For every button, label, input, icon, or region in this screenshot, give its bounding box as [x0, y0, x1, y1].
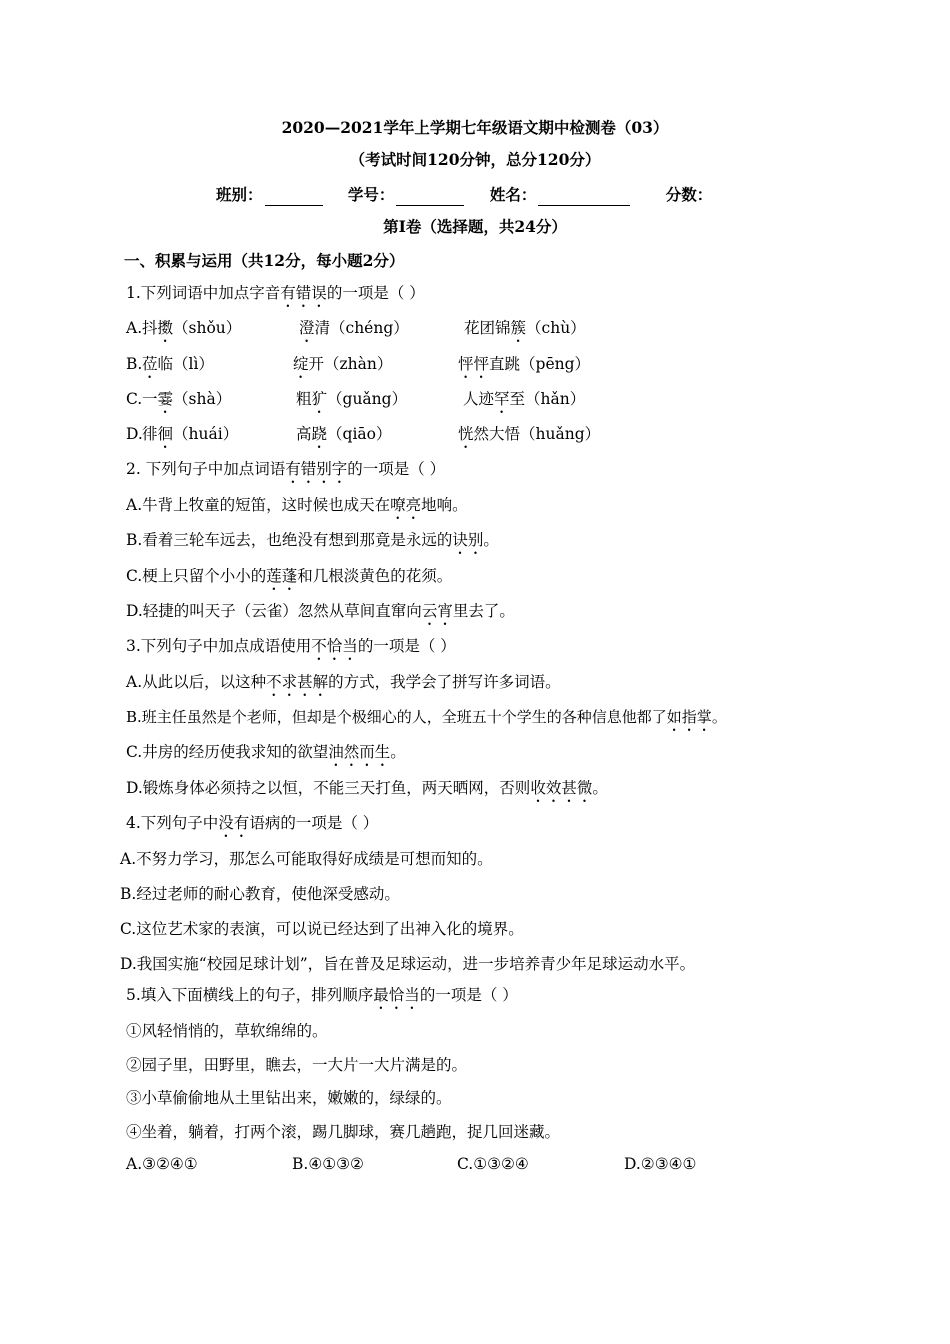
q5-sentence-3: ③小草偷偷地从土里钻出来，嫩嫩的，绿绿的。	[126, 1089, 452, 1107]
class-blank[interactable]	[265, 189, 323, 206]
q1-d-item-1: 徘徊（huái）	[142, 425, 239, 443]
q3-stem: 3.下列句子中加点成语使用不恰当的一项是（ ）	[126, 637, 456, 655]
q1-a-item-1: 抖擞（shǒu）	[142, 319, 242, 337]
q1-d-item-2: 高跷（qiāo）	[296, 425, 392, 443]
q1-stem-pre: 1.下列词语中加点字音	[126, 284, 281, 302]
q5-option-a[interactable]: A.③②④①	[126, 1155, 198, 1173]
q4-stem: 4.下列句子中没有语病的一项是（ ）	[126, 814, 379, 832]
q2-option-c[interactable]: C.梗上只留个小小的莲蓬和几根淡黄色的花须。	[126, 567, 453, 585]
exam-subtitle: （考试时间120分钟，总分120分）	[349, 150, 601, 169]
id-blank[interactable]	[396, 189, 464, 206]
q5-sentence-4: ④坐着，躺着，打两个滚，踢几脚球，赛几趟跑，捉几回迷藏。	[126, 1123, 561, 1141]
q3-option-b[interactable]: B.班主任虽然是个老师，但却是个极细心的人，全班五十个学生的各种信息他都了如指掌。	[126, 708, 727, 726]
q1-d-item-3: 恍然大悟（huǎng）	[458, 425, 601, 443]
q1-c-item-2: 粗犷（guǎng）	[296, 390, 408, 408]
q1-a-item-3: 花团锦簇（chù）	[464, 319, 586, 337]
q1-b-item-3: 怦怦直跳（pēng）	[458, 355, 591, 373]
q2-option-a[interactable]: A.牛背上牧童的短笛，这时候也成天在嘹亮地响。	[126, 496, 468, 514]
q1-c-item-3: 人迹罕至（hǎn）	[463, 390, 586, 408]
q1-stem-post: 的一项是（ ）	[326, 284, 425, 302]
q3-option-c[interactable]: C.井房的经历使我求知的欲望油然而生。	[126, 743, 406, 761]
part1-title: 第Ⅰ卷（选择题，共24分）	[383, 217, 567, 236]
name-label: 姓名：	[489, 185, 537, 204]
q1-b-label: B.	[126, 355, 143, 373]
q5-sentence-1: ①风轻悄悄的，草软绵绵的。	[126, 1022, 328, 1040]
score-label: 分数：	[665, 185, 713, 204]
q2-option-b[interactable]: B.看着三轮车远去，也绝没有想到那竟是永远的诀别。	[126, 531, 499, 549]
q4-option-a[interactable]: A.不努力学习，那怎么可能取得好成绩是可想而知的。	[120, 850, 493, 868]
q1-a-item-2: 澄清（chéng）	[299, 319, 409, 337]
q3-option-a[interactable]: A.从此以后，以这种不求甚解的方式，我学会了拼写许多词语。	[126, 673, 561, 691]
q1-c-label: C.	[126, 390, 143, 408]
q4-option-c[interactable]: C.这位艺术家的表演，可以说已经达到了出神入化的境界。	[120, 920, 524, 938]
q2-stem: 2. 下列句子中加点词语有错别字的一项是（ ）	[126, 460, 446, 478]
student-info-row	[216, 184, 712, 206]
q1-d-label: D.	[126, 425, 143, 443]
id-label: 学号：	[347, 185, 395, 204]
q3-option-d[interactable]: D.锻炼身体必须持之以恒，不能三天打鱼，两天晒网，否则收效甚微。	[126, 779, 608, 797]
q1-stem-emphasis: 有错误	[280, 284, 327, 302]
q5-stem: 5.填入下面横线上的句子，排列顺序最恰当的一项是（ ）	[126, 986, 518, 1004]
name-blank[interactable]	[538, 189, 630, 206]
q5-option-b[interactable]: B.④①③②	[292, 1155, 364, 1173]
q5-option-d[interactable]: D.②③④①	[624, 1155, 697, 1173]
q1-a-label: A.	[126, 319, 143, 337]
q5-option-c[interactable]: C.①③②④	[457, 1155, 529, 1173]
q5-sentence-2: ②园子里，田野里，瞧去，一大片一大片满是的。	[126, 1056, 468, 1074]
q4-option-d[interactable]: D.我国实施“校园足球计划”，旨在普及足球运动，进一步培养青少年足球运动水平。	[120, 955, 696, 973]
q1-c-item-1: 一霎（shà）	[142, 390, 232, 408]
exam-title: 2020—2021学年上学期七年级语文期中检测卷（03）	[281, 118, 669, 137]
q2-option-d[interactable]: D.轻捷的叫天子（云雀）忽然从草间直窜向云宵里去了。	[126, 602, 515, 620]
q1-stem	[126, 282, 425, 311]
q1-b-item-2: 绽开（zhàn）	[293, 355, 393, 373]
section1-title: 一、积累与运用（共12分，每小题2分）	[124, 251, 405, 270]
q1-b-item-1: 莅临（lì）	[142, 355, 214, 373]
q4-option-b[interactable]: B.经过老师的耐心教育，使他深受感动。	[120, 885, 400, 903]
class-label: 班别：	[216, 185, 263, 204]
